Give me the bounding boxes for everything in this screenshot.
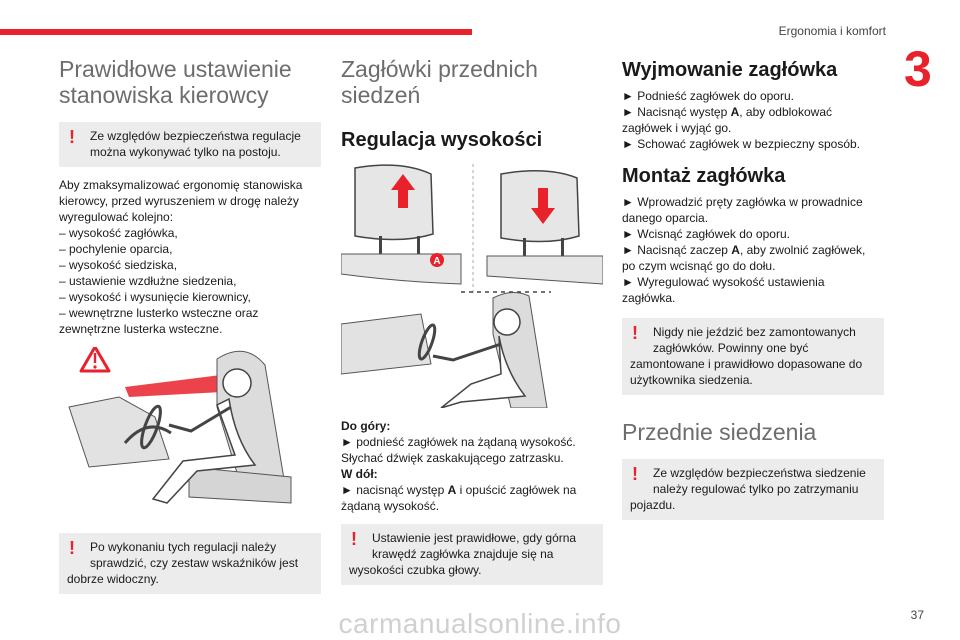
subtitle-mounting-headrest: Montaż zagłówka — [622, 165, 786, 187]
warning-icon: ! — [351, 529, 357, 549]
removal-instructions: ► Podnieść zagłówek do oporu. ► Nacisnąć występ A, aby odblokować zagłówek i wyjąć go. ► Schować zagłówek w bezpieczny sposób. — [622, 89, 860, 151]
chapter-number: 3 — [904, 41, 932, 97]
chapter-accent-bar — [0, 29, 472, 35]
adjustment-order-list: Aby zmaksymalizować ergonomię stanowiska kierowcy, przed wyruszeniem w drogę należy wyregulować kolejno: – wysokość zagłówka, – pochylenie oparcia, – wysokość siedziska, – ustawienie wzdłużne siedzenia, – wysokość i wysunięcie kierownicy, – wewnętrzne lusterko wsteczne oraz zewnętrzne lusterka wsteczne. — [59, 178, 303, 336]
driver-position-illustration — [59, 347, 321, 517]
subtitle-height-adjustment: Regulacja wysokości — [341, 129, 543, 151]
column-headrests — [341, 56, 603, 585]
watermark: carmanualsonline.info — [338, 608, 622, 639]
headrest-up-image — [355, 165, 433, 239]
section-title-headrests: Zagłówki przednich siedzeń — [341, 56, 538, 108]
headrest-illustration — [341, 164, 603, 408]
section-title-driving-position: Prawidłowe ustawienie stanowiska kierowcy — [59, 56, 292, 108]
warning-icon: ! — [632, 323, 638, 343]
warning-box-always-headrests: ! Nigdy nie jeździć bez zamontowanych zagłówków. Powinny one być zamontowane i prawidłowo dopasowane do użytkownika siedzenia. — [622, 318, 884, 395]
warning-box-stationary: ! Ze względów bezpieczeństwa regulacje można wykonywać tylko na postoju. — [59, 122, 321, 167]
warning-icon: ! — [632, 464, 638, 484]
callout-a-label: A — [433, 256, 441, 267]
mounting-instructions: ► Wprowadzić pręty zagłówka w prowadnice danego oparcia. ► Wcisnąć zagłówek do oporu. ► Nacisnąć zaczep A, aby zwolnić zagłówek, po czym wcisnąć go do dołu. ► Wyregulować wysokość ustawienia zagłówka. — [622, 195, 866, 305]
section-header: Ergonomia i komfort — [778, 24, 886, 38]
warning-box-headrest-height: ! Ustawienie jest prawidłowe, gdy górna krawędź zagłówka znajduje się na wysokości czubka głowy. — [341, 524, 603, 585]
section-title-front-seats: Przednie siedzenia — [622, 419, 817, 445]
warning-box-seat-adjust-stopped: ! Ze względów bezpieczeństwa siedzenie należy regulować tylko po zatrzymaniu pojazdu. — [622, 459, 884, 520]
column-headrest-removal — [622, 56, 884, 520]
subtitle-removing-headrest: Wyjmowanie zagłówka — [622, 59, 838, 81]
warning-icon: ! — [69, 538, 75, 558]
warning-icon: ! — [69, 127, 75, 147]
column-driving-position — [59, 56, 321, 594]
warning-box-instrument-visibility: ! Po wykonaniu tych regulacji należy sprawdzić, czy zestaw wskaźników jest dobrze widoczny. — [59, 533, 321, 594]
page-number: 37 — [910, 608, 924, 622]
headrest-instructions: Do góry: ► podnieść zagłówek na żądaną wysokość. Słychać dźwięk zaskakującego zatrzasku. W dół: ► nacisnąć występ A i opuścić zagłówek na żądaną wysokość. — [341, 419, 577, 513]
